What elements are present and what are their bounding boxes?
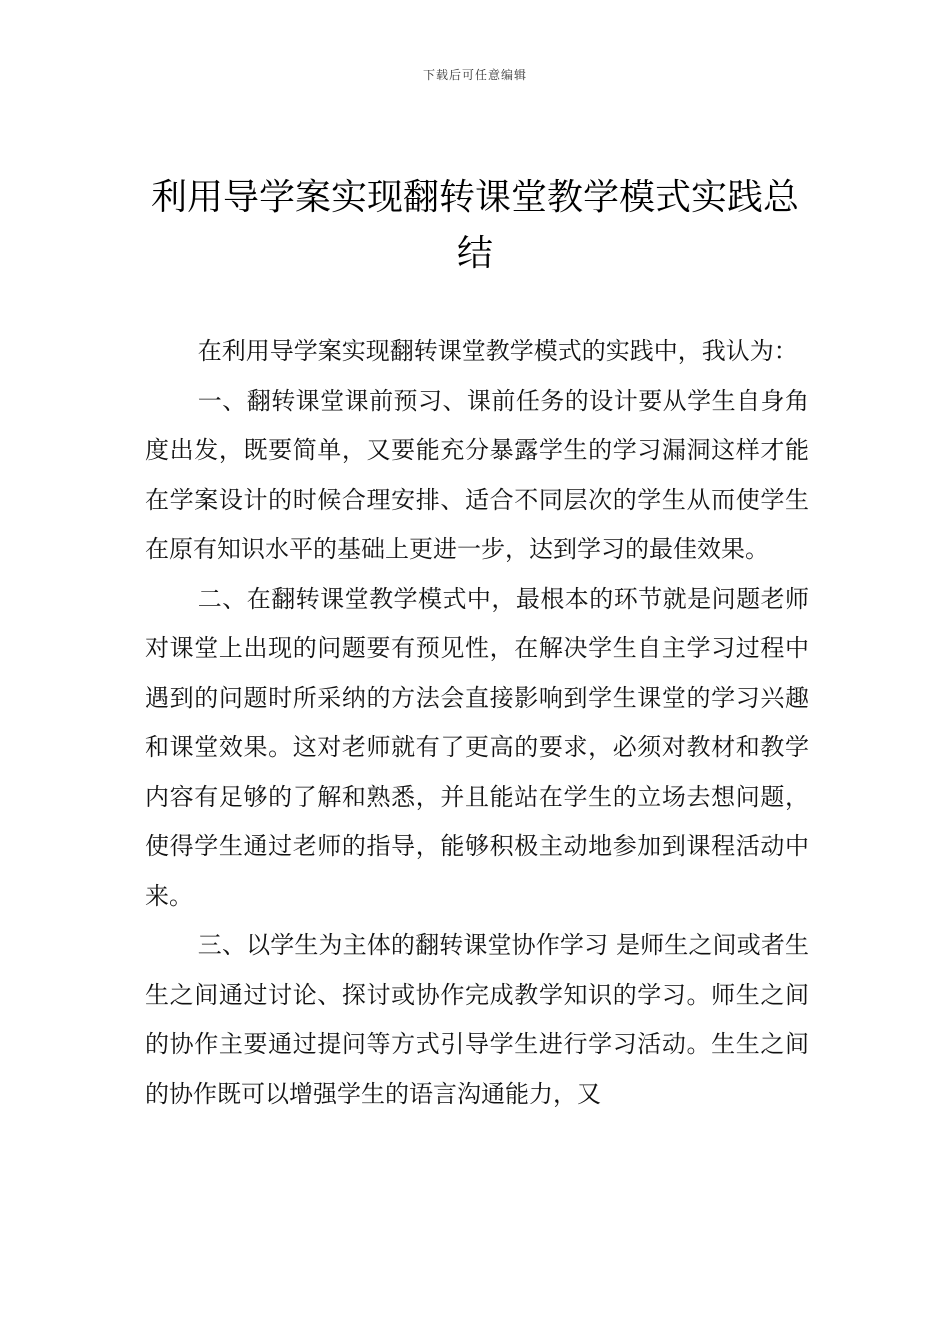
paragraph-intro: 在利用导学案实现翻转课堂教学模式的实践中，我认为： [197,337,798,365]
document-body [145,327,809,1119]
paragraph-point-one: 一、翻转课堂课前预习、课前任务的设计要从学生自身角度出发，既要简单，又要能充分暴露学生的学习漏洞这样才能在学案设计的时候合理安排、适合不同层次的学生从而使学生在原有知识水平的基础上更进一步，达到学习的最佳效果。 [145,386,809,563]
header-note: 下载后可任意编辑 [422,68,527,82]
paragraph-point-two: 二、在翻转课堂教学模式中，最根本的环节就是问题老师对课堂上出现的问题要有预见性，在解决学生自主学习过程中遇到的问题时所采纳的方法会直接影响到学生课堂的学习兴趣和课堂效果。这对老师就有了更高的要求，必须对教材和教学内容有足够的了解和熟悉，并且能站在学生的立场去想问题，使得学生通过老师的指导，能够积极主动地参加到课程活动中来。 [145,584,809,910]
paragraph-point-three: 三、以学生为主体的翻转课堂协作学习 是师生之间或者生生之间通过讨论、探讨或协作完成教学知识的学习。师生之间的协作主要通过提问等方式引导学生进行学习活动。生生之间的协作既可以增强学生的语言沟通能力，又 [145,931,809,1108]
document-title: 利用导学案实现翻转课堂教学模式实践总结 [150,177,799,274]
